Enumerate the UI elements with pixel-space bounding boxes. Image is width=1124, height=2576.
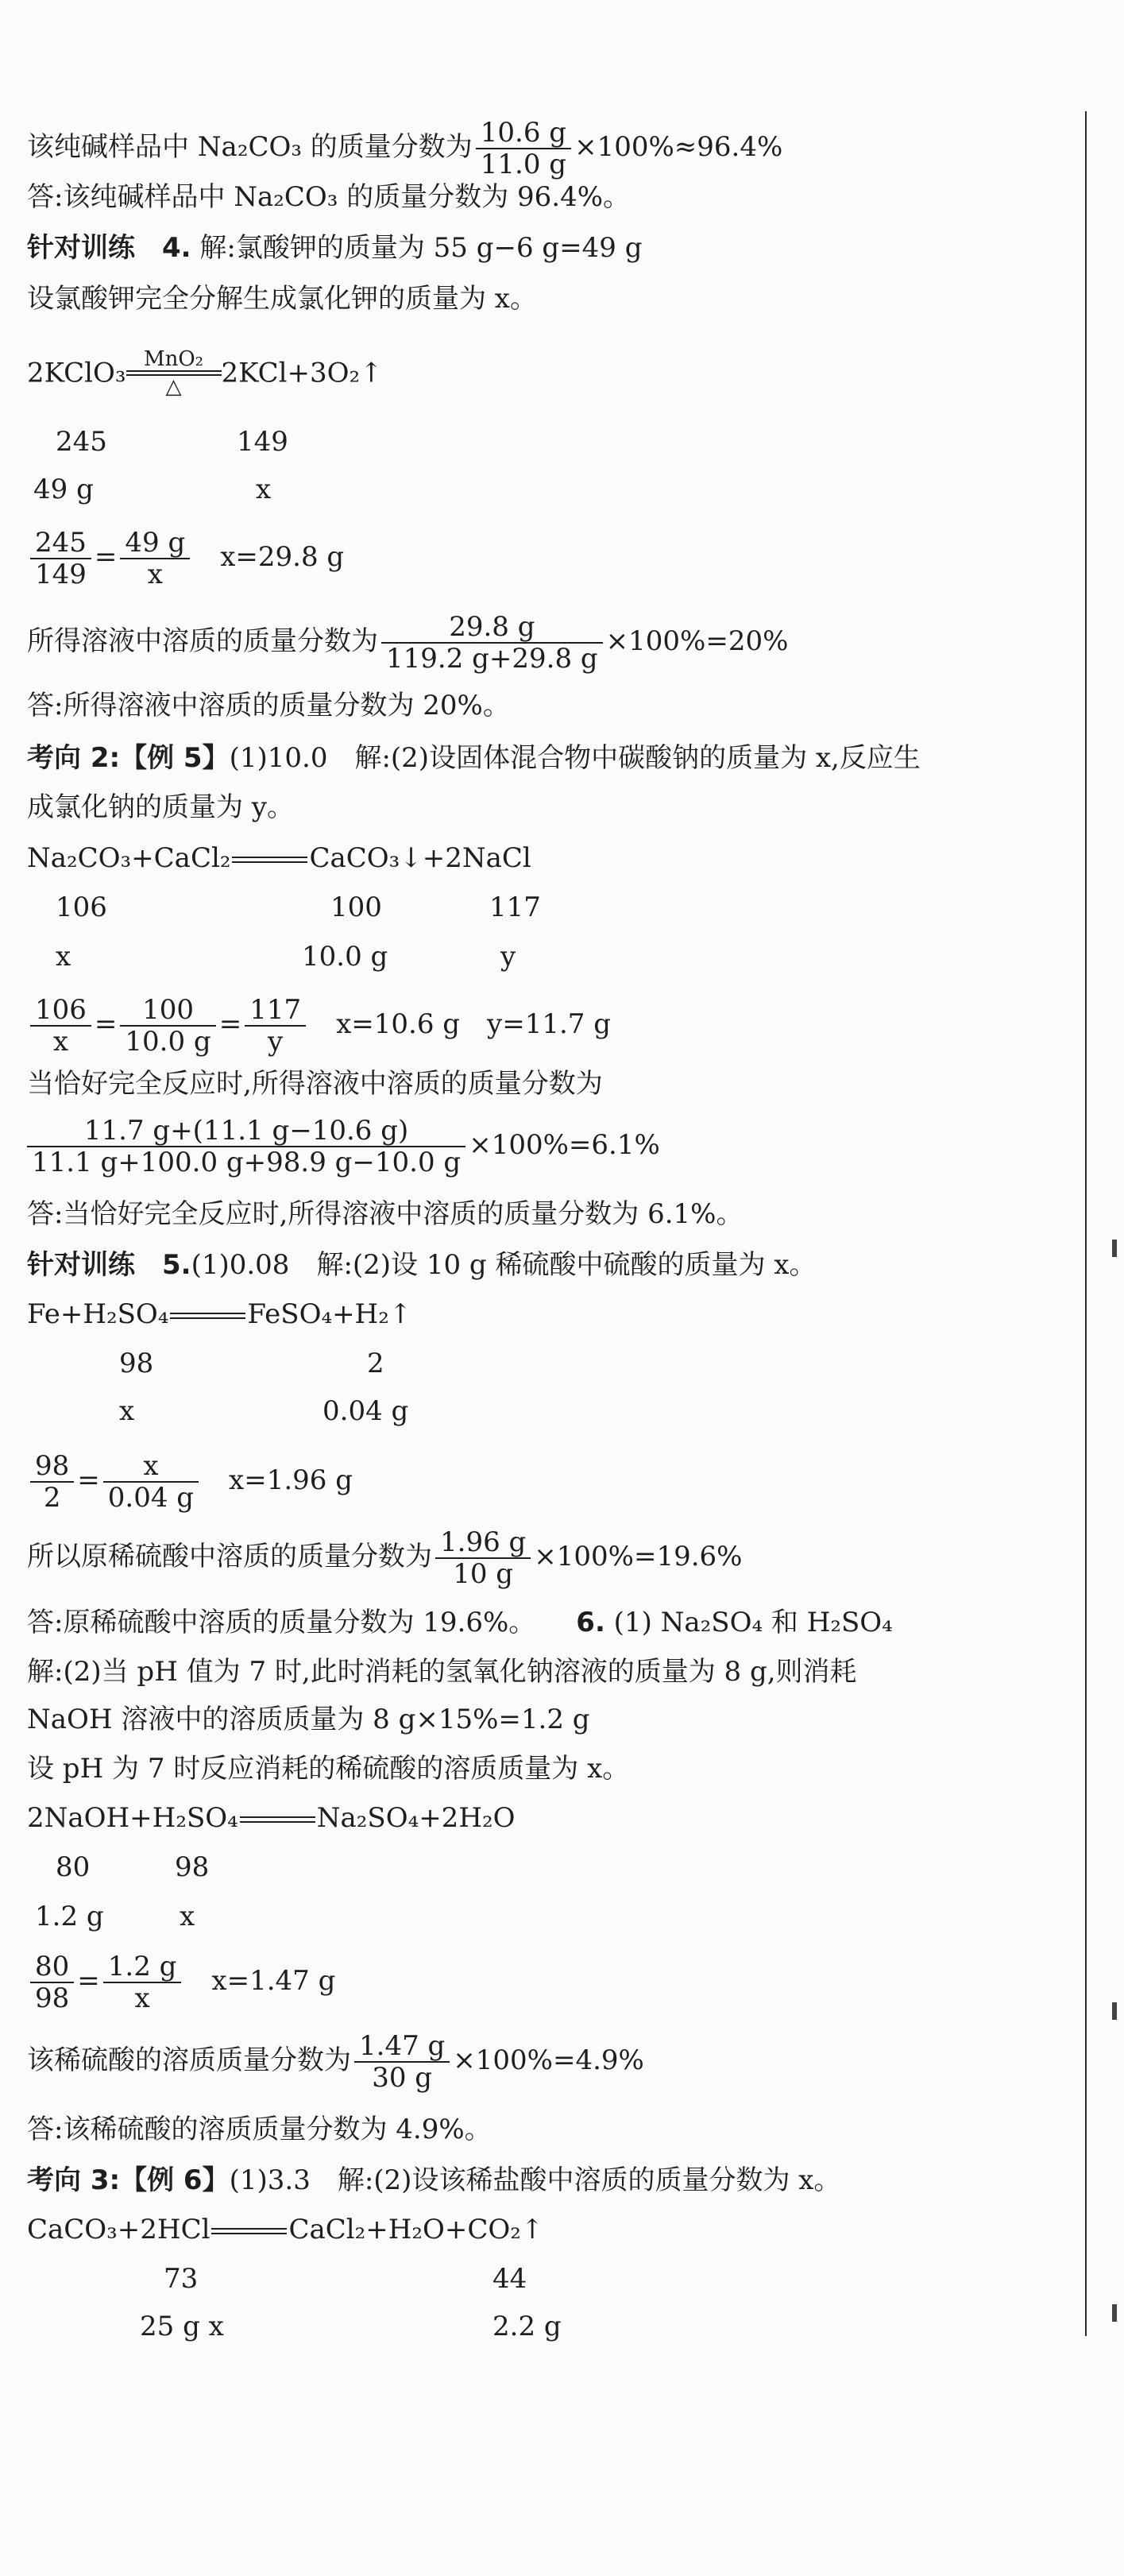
numerator: 1.47 g bbox=[354, 2031, 450, 2063]
practice-5-line bbox=[27, 1249, 817, 1281]
text: 所得溶液中溶质的质量分数为 bbox=[27, 625, 378, 657]
equal-bar bbox=[232, 857, 307, 863]
fraction bbox=[30, 995, 91, 1057]
numerator: 98 bbox=[30, 1451, 74, 1483]
denominator: 11.0 g bbox=[480, 149, 567, 180]
equation-fe bbox=[27, 1298, 411, 1330]
ratio-value: 73 bbox=[164, 2263, 199, 2295]
question-number: 5. bbox=[162, 1249, 191, 1281]
text: 所以原稀硫酸中溶质的质量分数为 bbox=[27, 1541, 432, 1572]
text-line: 当恰好完全反应时,所得溶液中溶质的质量分数为 bbox=[27, 1068, 603, 1100]
equals: = bbox=[77, 1965, 100, 1997]
section-label: 考向 2:【例 5】 bbox=[27, 742, 230, 774]
text: ×100%=4.9% bbox=[453, 2044, 644, 2076]
edge-mark bbox=[1112, 1240, 1117, 1257]
fraction-line bbox=[27, 1527, 742, 1589]
fraction bbox=[354, 2031, 450, 2093]
denominator: 11.1 g+100.0 g+98.9 g−10.0 g bbox=[32, 1147, 462, 1178]
fraction bbox=[103, 1951, 182, 2013]
ratio-value: y bbox=[500, 941, 516, 973]
equals: = bbox=[94, 1008, 118, 1040]
text: (1) Na₂SO₄ 和 H₂SO₄ bbox=[613, 1607, 893, 1638]
numerator: 11.7 g+(11.1 g−10.6 g) bbox=[27, 1116, 465, 1147]
text-line: 解:(2)当 pH 值为 7 时,此时消耗的氢氧化钠溶液的质量为 8 g,则消耗 bbox=[27, 1656, 857, 1688]
numerator: 29.8 g bbox=[381, 612, 603, 644]
denominator: 0.04 g bbox=[107, 1482, 195, 1514]
text: 解:氯酸钾的质量为 55 g−6 g=49 g bbox=[199, 232, 643, 264]
fraction bbox=[120, 528, 190, 590]
denominator: 98 bbox=[35, 1982, 70, 2014]
equal-bar bbox=[211, 2228, 287, 2234]
denominator: x bbox=[52, 1026, 69, 1058]
numerator: 106 bbox=[30, 995, 91, 1027]
proportion-line bbox=[27, 528, 344, 590]
equation-caco3 bbox=[27, 2214, 543, 2245]
fraction bbox=[103, 1451, 199, 1513]
section-label: 针对训练 bbox=[27, 232, 135, 264]
ratio-value: x bbox=[256, 474, 272, 505]
fraction-line bbox=[27, 1116, 660, 1178]
text: ×100%=19.6% bbox=[534, 1541, 743, 1572]
text: ×100%=20% bbox=[605, 625, 789, 657]
fraction bbox=[30, 528, 91, 590]
denominator: x bbox=[147, 559, 163, 590]
reactants: Fe+H₂SO₄ bbox=[27, 1298, 169, 1330]
equals: = bbox=[218, 1008, 242, 1040]
denominator: 119.2 g+29.8 g bbox=[386, 643, 598, 675]
numerator: 117 bbox=[245, 995, 306, 1027]
ratio-value: 2.2 g bbox=[492, 2311, 562, 2342]
fraction bbox=[27, 1116, 465, 1178]
question-number: 4. bbox=[162, 232, 191, 264]
numerator: 10.6 g bbox=[476, 118, 571, 149]
practice-4-line bbox=[27, 232, 643, 264]
fraction-line bbox=[27, 612, 788, 674]
result: x=29.8 g bbox=[220, 541, 345, 573]
section-label: 针对训练 bbox=[27, 1249, 135, 1281]
ratio-value: 49 g bbox=[33, 474, 94, 505]
equation-na2co3 bbox=[27, 842, 531, 874]
equals: = bbox=[77, 1464, 100, 1496]
text: 答:原稀硫酸中溶质的质量分数为 19.6%。 bbox=[27, 1607, 523, 1638]
denominator: 10.0 g bbox=[125, 1026, 211, 1058]
text: (1)10.0 解:(2)设固体混合物中碳酸钠的质量为 x,反应生 bbox=[229, 742, 921, 774]
ratio-value: 106 bbox=[56, 892, 107, 923]
reactants: 2NaOH+H₂SO₄ bbox=[27, 1802, 238, 1834]
fraction-line bbox=[27, 2031, 644, 2093]
ratio-value: 245 bbox=[56, 426, 107, 458]
ratio-value: 2 bbox=[367, 1348, 384, 1379]
denominator: y bbox=[268, 1026, 284, 1058]
denominator: 10 g bbox=[453, 1558, 514, 1590]
text: (1)0.08 解:(2)设 10 g 稀硫酸中硫酸的质量为 x。 bbox=[191, 1249, 817, 1281]
numerator: 1.2 g bbox=[103, 1951, 182, 1983]
numerator: 245 bbox=[30, 528, 91, 559]
text: (1)3.3 解:(2)设该稀盐酸中溶质的质量分数为 x。 bbox=[229, 2164, 841, 2196]
proportion-line bbox=[27, 995, 611, 1057]
example-6-line bbox=[27, 2164, 840, 2196]
ratio-value: 98 bbox=[175, 1851, 210, 1883]
reactant: 2KClO₃ bbox=[27, 357, 126, 389]
ratio-value: 98 bbox=[119, 1348, 154, 1379]
equal-bar bbox=[240, 1816, 315, 1823]
equals: = bbox=[94, 541, 118, 573]
reactants: Na₂CO₃+CaCl₂ bbox=[27, 842, 231, 874]
numerator: 100 bbox=[120, 995, 215, 1027]
proportion-line bbox=[27, 1451, 353, 1513]
reactants: CaCO₃+2HCl bbox=[27, 2214, 211, 2245]
ratio-value: 10.0 g bbox=[302, 941, 388, 973]
edge-mark bbox=[1112, 2304, 1117, 2322]
answer-line bbox=[27, 1607, 893, 1638]
edge-mark bbox=[1112, 2002, 1117, 2020]
fraction bbox=[435, 1527, 531, 1589]
question-number: 6. bbox=[576, 1607, 605, 1638]
fraction bbox=[381, 612, 603, 674]
ratio-value: 25 g x bbox=[140, 2311, 224, 2342]
result: x=1.47 g bbox=[211, 1965, 336, 1997]
assume-line: 设氯酸钾完全分解生成氯化钾的质量为 x。 bbox=[27, 283, 537, 315]
numerator: 80 bbox=[30, 1951, 74, 1983]
ratio-value: 44 bbox=[492, 2263, 527, 2295]
answer-line: 答:所得溶液中溶质的质量分数为 20%。 bbox=[27, 690, 510, 721]
result: x=10.6 g y=11.7 g bbox=[336, 1008, 612, 1040]
fraction bbox=[30, 1951, 74, 2013]
ratio-value: 0.04 g bbox=[323, 1395, 409, 1427]
products: CaCl₂+H₂O+CO₂↑ bbox=[288, 2214, 544, 2245]
text: 该稀硫酸的溶质质量分数为 bbox=[27, 2044, 351, 2076]
text: 该纯碱样品中 Na₂CO₃ 的质量分数为 bbox=[27, 131, 473, 163]
products: 2KCl+3O₂↑ bbox=[221, 357, 383, 389]
products: Na₂SO₄+2H₂O bbox=[316, 1802, 516, 1834]
fraction bbox=[476, 118, 571, 180]
section-label: 考向 3:【例 6】 bbox=[27, 2164, 230, 2196]
numerator: x bbox=[103, 1451, 199, 1483]
ratio-value: x bbox=[119, 1395, 135, 1427]
heat-symbol: △ bbox=[165, 375, 182, 399]
equation-kclo3 bbox=[27, 347, 383, 400]
ratio-value: 117 bbox=[489, 892, 541, 923]
ratio-value: 100 bbox=[330, 892, 382, 923]
example-5-line bbox=[27, 742, 921, 774]
answer-line: 答:该纯碱样品中 Na₂CO₃ 的质量分数为 96.4%。 bbox=[27, 181, 631, 213]
ratio-value: x bbox=[180, 1901, 195, 1932]
equation-naoh bbox=[27, 1802, 515, 1834]
answer-line: 答:当恰好完全反应时,所得溶液中溶质的质量分数为 6.1%。 bbox=[27, 1198, 744, 1230]
ratio-value: x bbox=[56, 941, 71, 973]
purity-calc-line bbox=[27, 118, 782, 180]
denominator: 2 bbox=[43, 1482, 61, 1514]
text: ×100%=6.1% bbox=[469, 1129, 660, 1161]
denominator: x bbox=[134, 1982, 150, 2014]
text-line: 设 pH 为 7 时反应消耗的稀硫酸的溶质质量为 x。 bbox=[27, 1753, 630, 1785]
denominator: 30 g bbox=[372, 2062, 433, 2094]
column-divider bbox=[1085, 111, 1087, 2336]
text-line: 成氯化钠的质量为 y。 bbox=[27, 791, 295, 823]
proportion-line bbox=[27, 1951, 335, 2013]
text-line: NaOH 溶液中的溶质质量为 8 g×15%=1.2 g bbox=[27, 1704, 590, 1735]
reaction-condition bbox=[126, 348, 222, 398]
result: x=1.96 g bbox=[229, 1464, 353, 1496]
equal-bar bbox=[170, 1313, 245, 1319]
ratio-value: 1.2 g bbox=[35, 1901, 104, 1932]
products: CaCO₃↓+2NaCl bbox=[309, 842, 531, 874]
numerator: 49 g bbox=[120, 528, 190, 559]
catalyst: MnO₂ bbox=[143, 347, 204, 371]
denominator: 149 bbox=[35, 559, 87, 590]
numerator: 1.96 g bbox=[435, 1527, 531, 1559]
products: FeSO₄+H₂↑ bbox=[247, 1298, 412, 1330]
fraction bbox=[245, 995, 306, 1057]
ratio-value: 149 bbox=[237, 426, 288, 458]
answer-line: 答:该稀硫酸的溶质质量分数为 4.9%。 bbox=[27, 2114, 492, 2145]
text: ×100%≈96.4% bbox=[574, 131, 783, 163]
ratio-value: 80 bbox=[56, 1851, 91, 1883]
fraction bbox=[30, 1451, 74, 1513]
fraction bbox=[120, 995, 215, 1057]
